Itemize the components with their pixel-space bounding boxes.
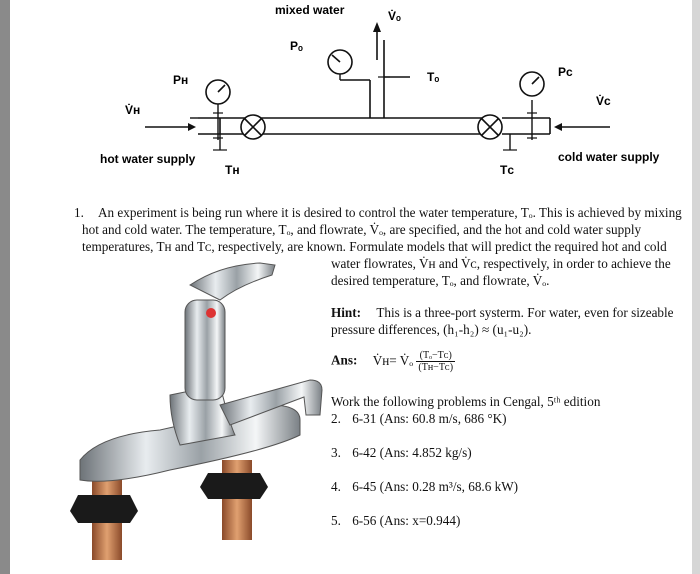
right-edge-bar	[692, 0, 700, 574]
outlet-pressure-label: Pₒ	[290, 39, 303, 53]
problem-line-2: hot and cold water. The temperature, Tₒ, and flowrate, V̇ₒ, are specified, and the hot and cold water supply	[82, 222, 642, 237]
outlet-temp-label: Tₒ	[427, 70, 440, 84]
problem-number: 1.	[74, 205, 84, 220]
work-item-text: 6-42 (Ans: 4.852 kg/s)	[352, 445, 472, 460]
answer-numerator: (Tₒ−Tᴄ)	[416, 350, 455, 362]
hot-temp-label: Tʜ	[225, 163, 240, 177]
hot-supply-label: hot water supply	[100, 152, 196, 166]
problem-line-3: temperatures, Tʜ and Tᴄ, respectively, are known. Formulate models that will predict the required hot and cold	[82, 239, 667, 254]
answer-denominator: (Tʜ−Tᴄ)	[418, 362, 454, 373]
hot-flow-label: V̇ʜ	[125, 103, 141, 117]
hint-label: Hint:	[331, 305, 362, 320]
work-item-number: 4.	[331, 479, 341, 494]
hint-text: This is a three-port systerm. For water, even for sizeable	[376, 305, 674, 320]
cold-flow-label: V̇ᴄ	[596, 94, 611, 108]
hot-indicator-dot	[206, 308, 216, 318]
answer-label: Ans:	[331, 352, 358, 368]
answer	[331, 350, 455, 373]
answer-lhs: V̇ʜ= V̇ₒ	[372, 352, 414, 368]
work-item-number: 5.	[331, 513, 341, 528]
faucet-image	[70, 255, 330, 565]
work-item-3	[331, 444, 472, 461]
left-edge-bar	[0, 0, 10, 574]
faucet-cartridge	[185, 300, 225, 400]
right-supply-tube	[222, 460, 252, 540]
answer-fraction	[416, 350, 455, 373]
right-nut	[200, 473, 268, 499]
work-item-text: 6-31 (Ans: 60.8 m/s, 686 °K)	[352, 411, 507, 426]
hot-pressure-label: Pʜ	[173, 73, 189, 87]
work-item-number: 3.	[331, 445, 341, 460]
problem-line-1: An experiment is being run where it is desired to control the water temperature, Tₒ. This is achieved by mixing	[98, 205, 682, 220]
hint-line-2: pressure differences, (h₁-h₂) ≈ (u₁-u₂).	[331, 322, 532, 337]
cold-pressure-label: Pᴄ	[558, 65, 573, 79]
faucet-handle	[190, 263, 275, 300]
work-intro: Work the following problems in Cengal, 5ᵗʰ edition	[331, 394, 601, 409]
mixed-water-label: mixed water	[275, 3, 345, 17]
hint	[331, 304, 674, 321]
work-item-text: 6-45 (Ans: 0.28 m³/s, 68.6 kW)	[352, 479, 519, 494]
work-item-5	[331, 512, 460, 529]
work-item-2	[331, 410, 507, 427]
outlet-flow-label: V̇ₒ	[388, 9, 401, 23]
cold-supply-label: cold water supply	[558, 150, 660, 164]
work-item-number: 2.	[331, 411, 341, 426]
left-nut	[70, 495, 138, 523]
problem-line-5: desired temperature, Tₒ, and flowrate, V̇ₒ.	[331, 273, 550, 288]
work-item-4	[331, 478, 518, 495]
cold-temp-label: Tᴄ	[500, 163, 515, 177]
problem-line-4: water flowrates, V̇ʜ and V̇ᴄ, respectively, in order to achieve the	[331, 256, 671, 271]
mixing-diagram	[70, 0, 690, 190]
work-item-text: 6-56 (Ans: x=0.944)	[352, 513, 461, 528]
